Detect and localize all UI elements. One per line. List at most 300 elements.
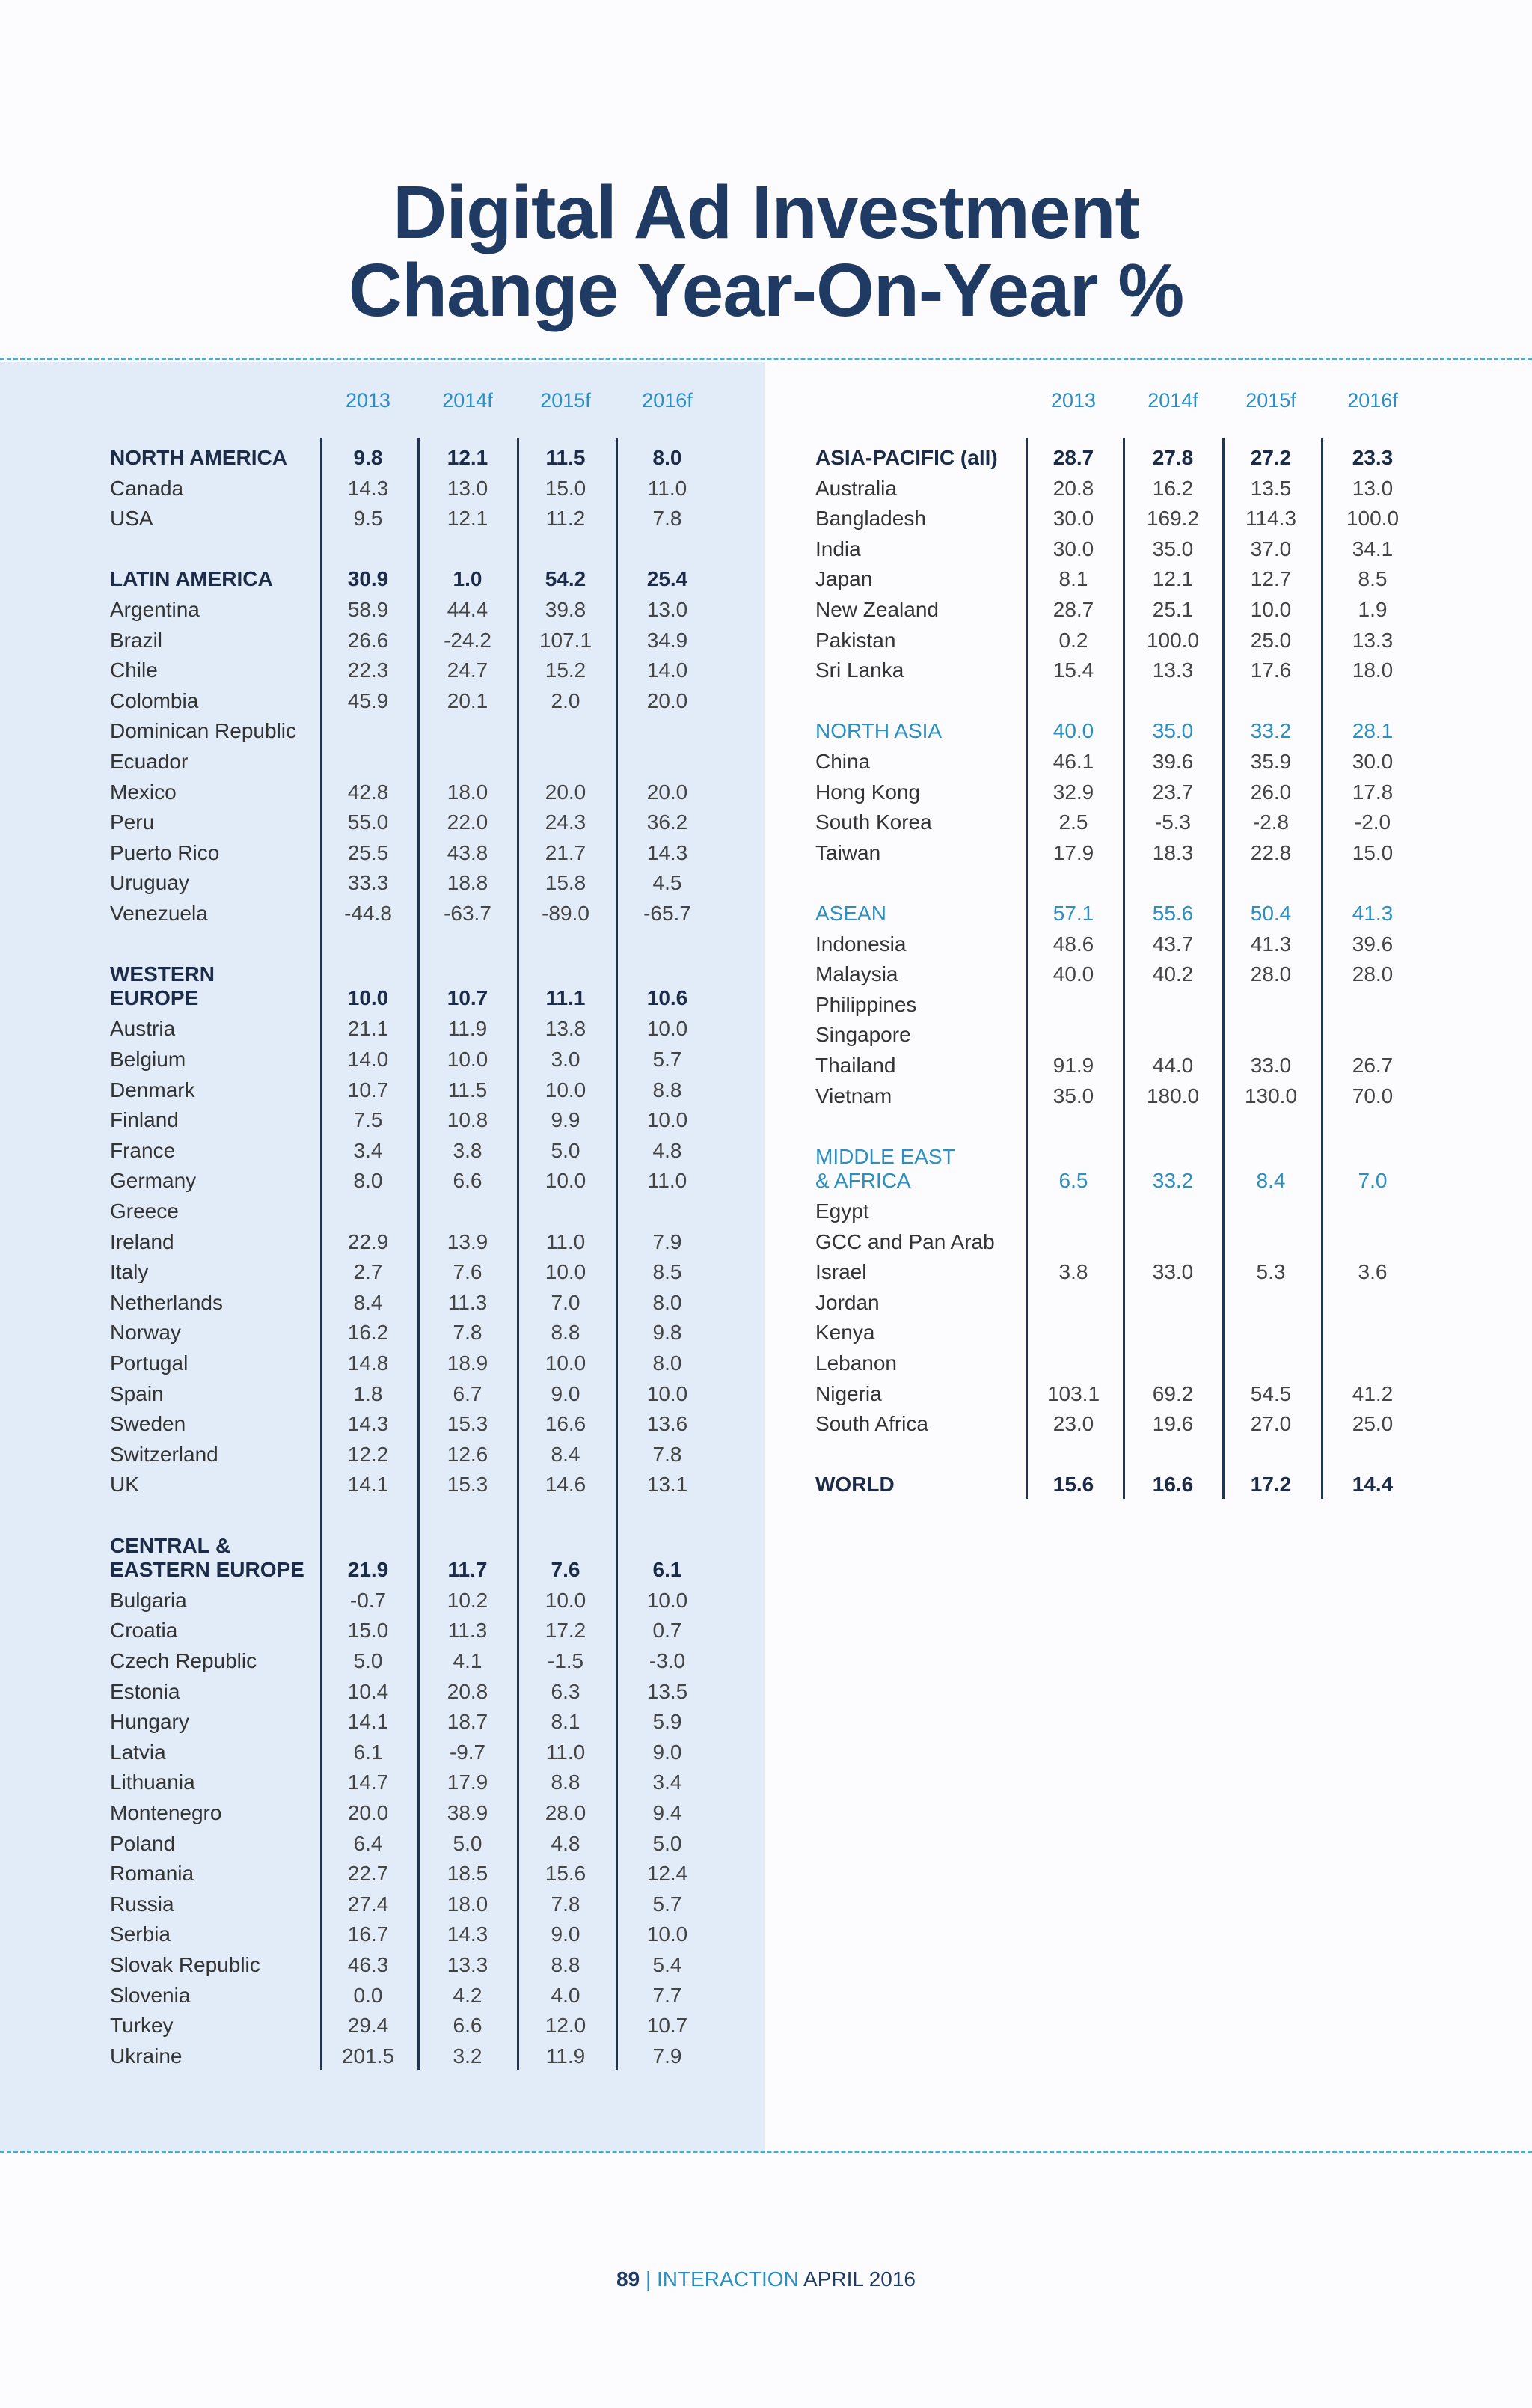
table-row — [110, 1288, 783, 1318]
table-row — [110, 626, 783, 656]
table-row — [815, 777, 1489, 807]
row-value: 13.0 — [1352, 476, 1394, 500]
row-value: 7.8 — [652, 507, 682, 531]
row-value: -2.8 — [1252, 810, 1290, 834]
row-value: 13.8 — [545, 1017, 586, 1041]
row-value: 46.1 — [1053, 750, 1094, 773]
row-label: Kenya — [815, 1321, 875, 1345]
row-value: -1.5 — [547, 1649, 584, 1672]
row-label: Indonesia — [815, 932, 907, 956]
row-label: Bulgaria — [110, 1588, 187, 1612]
row-value: 10.0 — [646, 1017, 688, 1041]
table-row — [815, 474, 1489, 504]
row-label: Estonia — [110, 1679, 180, 1703]
table-row — [815, 747, 1489, 777]
table-row — [110, 1950, 783, 1980]
row-value: 11.0 — [545, 1229, 586, 1253]
row-label: Philippines — [815, 992, 917, 1016]
row-value: 12.7 — [1250, 567, 1292, 591]
column-divider — [517, 438, 519, 2070]
row-value: 37.0 — [1250, 537, 1292, 560]
row-value: 8.1 — [1058, 567, 1088, 591]
row-value: 36.2 — [646, 810, 688, 834]
row-value: 9.0 — [551, 1922, 580, 1946]
table-row — [815, 1051, 1489, 1081]
row-value: 8.0 — [353, 1169, 383, 1193]
row-value: 27.2 — [1250, 446, 1292, 469]
row-value: 39.6 — [1352, 932, 1394, 956]
row-value: 26.7 — [1352, 1054, 1394, 1077]
row-label: Czech Republic — [110, 1649, 257, 1672]
row-value: 14.4 — [1352, 1473, 1394, 1497]
row-value: 15.6 — [545, 1862, 586, 1886]
row-value: 30.0 — [1053, 537, 1094, 560]
table-row — [815, 1257, 1489, 1287]
row-value: 34.9 — [646, 628, 688, 652]
row-value: 27.0 — [1250, 1412, 1292, 1436]
row-value: 15.4 — [1053, 658, 1094, 682]
row-label: South Africa — [815, 1412, 928, 1436]
row-value: 18.7 — [447, 1710, 488, 1734]
table-row — [110, 716, 783, 746]
row-label: Ecuador — [110, 750, 189, 773]
row-value: 25.5 — [347, 840, 389, 864]
table-row — [110, 595, 783, 625]
row-value: 201.5 — [341, 2044, 395, 2068]
row-value: 25.0 — [1352, 1412, 1394, 1436]
table-row — [110, 959, 783, 1013]
row-value: 17.2 — [545, 1619, 586, 1642]
row-value: 26.0 — [1250, 780, 1292, 804]
row-label: China — [815, 750, 871, 773]
row-label: Venezuela — [110, 902, 208, 925]
row-label: Italy — [110, 1260, 149, 1284]
row-value: 7.9 — [652, 2044, 682, 2068]
row-label: Denmark — [110, 1078, 195, 1101]
row-value: 57.1 — [1053, 902, 1094, 925]
row-value: 5.9 — [652, 1710, 682, 1734]
row-value: 10.7 — [447, 986, 488, 1010]
column-divider — [1123, 438, 1125, 1499]
row-value: 20.8 — [447, 1679, 488, 1703]
row-value: 8.8 — [551, 1953, 580, 1976]
table-row — [110, 1646, 783, 1676]
table-row — [815, 1197, 1489, 1226]
column-divider — [616, 438, 618, 2070]
issue-date: APRIL 2016 — [803, 2267, 916, 2291]
row-value: 8.4 — [1256, 1168, 1286, 1192]
table-row — [110, 1470, 783, 1500]
row-label: Australia — [815, 476, 897, 500]
row-value: 7.8 — [652, 1442, 682, 1466]
row-value: 22.8 — [1250, 840, 1292, 864]
table-row — [110, 899, 783, 929]
row-value: 33.3 — [347, 871, 389, 895]
row-value: 18.0 — [1352, 658, 1394, 682]
row-value: 7.0 — [1358, 1168, 1388, 1192]
row-value: 4.5 — [652, 871, 682, 895]
row-label: ASEAN — [815, 902, 886, 925]
table-row — [110, 474, 783, 504]
table-row — [110, 1616, 783, 1645]
row-value: 6.1 — [652, 1557, 682, 1581]
row-value: 23.7 — [1152, 780, 1194, 804]
row-value: 28.0 — [545, 1801, 586, 1824]
row-value: 100.0 — [1146, 628, 1200, 652]
row-value: -44.8 — [344, 902, 392, 925]
table-row — [110, 504, 783, 534]
row-value: 14.0 — [347, 1048, 389, 1071]
row-value: 10.4 — [347, 1679, 389, 1703]
row-value: 16.7 — [347, 1922, 389, 1946]
row-value: 55.0 — [347, 810, 389, 834]
row-value: 13.6 — [646, 1412, 688, 1436]
top-dashed-divider — [0, 358, 1532, 360]
table-row — [110, 1014, 783, 1044]
row-value: 17.2 — [1250, 1473, 1292, 1497]
row-value: 54.2 — [545, 567, 586, 591]
row-label: Sweden — [110, 1412, 186, 1436]
row-label: Russia — [110, 1892, 174, 1916]
row-label: Pakistan — [815, 628, 896, 652]
row-label: Egypt — [815, 1200, 869, 1223]
row-label: Spain — [110, 1381, 164, 1405]
row-label: Switzerland — [110, 1442, 218, 1466]
row-value: 11.9 — [447, 1017, 488, 1041]
row-value: 15.0 — [347, 1619, 389, 1642]
table-row — [110, 443, 783, 473]
row-label: Hungary — [110, 1710, 189, 1734]
row-value: 4.2 — [453, 1983, 482, 2007]
row-value: 13.3 — [447, 1953, 488, 1976]
row-value: 15.0 — [1352, 840, 1394, 864]
table-row — [815, 534, 1489, 564]
row-value: 16.2 — [1152, 476, 1194, 500]
table-row — [110, 1227, 783, 1257]
row-value: 42.8 — [347, 780, 389, 804]
row-value: 8.0 — [652, 1290, 682, 1314]
row-value: 11.0 — [647, 476, 687, 500]
row-value: 18.0 — [447, 1892, 488, 1916]
table-row — [815, 929, 1489, 959]
row-label: USA — [110, 507, 153, 531]
row-value: 23.3 — [1352, 446, 1394, 469]
row-value: 54.5 — [1250, 1381, 1292, 1405]
row-value: 9.5 — [353, 507, 383, 531]
row-value: 28.7 — [1053, 598, 1094, 621]
row-value: 91.9 — [1053, 1054, 1094, 1077]
column-divider — [1321, 438, 1323, 1499]
row-label: WESTERN EUROPE — [110, 962, 215, 1010]
row-label: South Korea — [815, 810, 932, 834]
row-label: Thailand — [815, 1054, 896, 1077]
table-row — [815, 959, 1489, 989]
column-header: 2015f — [540, 389, 591, 412]
table-row — [110, 777, 783, 807]
row-value: 20.1 — [447, 688, 488, 712]
table-row — [815, 716, 1489, 746]
row-label: Dominican Republic — [110, 719, 297, 743]
row-label: Belgium — [110, 1048, 186, 1071]
row-value: 33.0 — [1152, 1260, 1194, 1284]
row-value: 32.9 — [1053, 780, 1094, 804]
table-row — [110, 2011, 783, 2041]
row-value: 35.0 — [1053, 1084, 1094, 1107]
row-value: 15.8 — [545, 871, 586, 895]
row-value: 20.0 — [646, 780, 688, 804]
row-value: 58.9 — [347, 598, 389, 621]
column-header: 2015f — [1245, 389, 1296, 412]
row-value: 0.0 — [353, 1983, 383, 2007]
row-value: 30.0 — [1053, 507, 1094, 531]
row-label: Uruguay — [110, 871, 189, 895]
row-value: 130.0 — [1244, 1084, 1298, 1107]
row-value: 45.9 — [347, 688, 389, 712]
row-label: Norway — [110, 1321, 181, 1345]
column-divider — [417, 438, 420, 2070]
row-label: Bangladesh — [815, 507, 926, 531]
table-row — [815, 990, 1489, 1020]
row-value: 6.6 — [453, 2014, 482, 2038]
row-label: Malaysia — [815, 962, 898, 986]
row-value: -63.7 — [444, 902, 491, 925]
row-value: 9.4 — [652, 1801, 682, 1824]
row-label: Sri Lanka — [815, 658, 904, 682]
row-value: 9.8 — [652, 1321, 682, 1345]
row-value: 7.7 — [652, 1983, 682, 2007]
row-value: 10.0 — [646, 1922, 688, 1946]
row-value: 9.0 — [551, 1381, 580, 1405]
table-row — [815, 443, 1489, 473]
row-value: 3.8 — [1058, 1260, 1088, 1284]
row-value: 14.8 — [347, 1351, 389, 1375]
row-label: New Zealand — [815, 598, 939, 621]
table-row — [110, 1045, 783, 1075]
row-label: Chile — [110, 658, 158, 682]
row-value: 44.0 — [1152, 1054, 1194, 1077]
row-label: Finland — [110, 1108, 179, 1132]
row-label: MIDDLE EAST & AFRICA — [815, 1144, 955, 1192]
page-title — [0, 171, 1532, 332]
row-value: 6.3 — [551, 1679, 580, 1703]
table-row — [110, 1981, 783, 2011]
row-value: 4.1 — [453, 1649, 482, 1672]
table-row — [110, 564, 783, 594]
row-label: GCC and Pan Arab — [815, 1229, 995, 1253]
table-row — [815, 807, 1489, 837]
row-value: 4.8 — [652, 1138, 682, 1162]
row-value: 11.1 — [545, 986, 586, 1010]
row-value: 169.2 — [1146, 507, 1200, 531]
column-header: 2014f — [1148, 389, 1198, 412]
row-value: 10.0 — [1250, 598, 1292, 621]
row-label: Slovenia — [110, 1983, 191, 2007]
footer-separator: | — [645, 2267, 652, 2291]
row-value: 10.0 — [545, 1351, 586, 1375]
row-value: -9.7 — [449, 1740, 486, 1764]
row-value: 6.6 — [453, 1169, 482, 1193]
table-row — [110, 2041, 783, 2071]
row-value: 7.6 — [453, 1260, 482, 1284]
row-value: 40.0 — [1053, 719, 1094, 743]
row-value: 33.2 — [1152, 1168, 1194, 1192]
row-value: 2.5 — [1058, 810, 1088, 834]
row-value: -2.0 — [1354, 810, 1391, 834]
row-value: 33.0 — [1250, 1054, 1292, 1077]
row-value: 16.2 — [347, 1321, 389, 1345]
table-row — [110, 1440, 783, 1470]
table-row — [110, 747, 783, 777]
row-value: 20.8 — [1053, 476, 1094, 500]
row-value: 10.0 — [347, 986, 389, 1010]
row-value: -0.7 — [349, 1588, 387, 1612]
row-value: 13.1 — [646, 1473, 688, 1497]
table-row — [815, 838, 1489, 868]
row-value: 22.9 — [347, 1229, 389, 1253]
row-value: 11.5 — [545, 446, 586, 469]
table-row — [815, 595, 1489, 625]
row-value: 20.0 — [347, 1801, 389, 1824]
row-value: 100.0 — [1346, 507, 1400, 531]
row-value: 11.5 — [447, 1078, 488, 1101]
table-row — [110, 1348, 783, 1378]
row-value: 17.8 — [1352, 780, 1394, 804]
row-value: 5.3 — [1256, 1260, 1286, 1284]
row-value: 8.5 — [652, 1260, 682, 1284]
row-value: 17.6 — [1250, 658, 1292, 682]
row-label: Lebanon — [815, 1351, 898, 1375]
row-value: 5.7 — [652, 1048, 682, 1071]
row-value: 40.2 — [1152, 962, 1194, 986]
row-value: 11.2 — [545, 507, 586, 531]
table-row — [110, 1889, 783, 1919]
row-value: 35.0 — [1152, 719, 1194, 743]
row-value: 13.5 — [1250, 476, 1292, 500]
row-value: 11.3 — [447, 1619, 488, 1642]
row-value: 5.4 — [652, 1953, 682, 1976]
row-label: Brazil — [110, 628, 163, 652]
row-value: -65.7 — [643, 902, 691, 925]
row-value: 34.1 — [1352, 537, 1394, 560]
row-value: 14.6 — [545, 1473, 586, 1497]
row-value: -24.2 — [444, 628, 491, 652]
row-label: Poland — [110, 1831, 176, 1855]
row-value: 10.8 — [447, 1108, 488, 1132]
row-value: 13.3 — [1352, 628, 1394, 652]
title-line-2: Change Year-On-Year % — [348, 248, 1184, 332]
row-value: 8.5 — [1358, 567, 1388, 591]
row-value: 18.9 — [447, 1351, 488, 1375]
row-value: 15.3 — [447, 1473, 488, 1497]
row-value: 3.4 — [652, 1770, 682, 1794]
row-value: 18.5 — [447, 1862, 488, 1886]
row-value: 10.0 — [447, 1048, 488, 1071]
row-value: 10.7 — [347, 1078, 389, 1101]
row-value: 35.9 — [1250, 750, 1292, 773]
row-value: 3.6 — [1358, 1260, 1388, 1284]
row-value: 8.8 — [551, 1770, 580, 1794]
row-value: 46.3 — [347, 1953, 389, 1976]
table-row — [110, 1197, 783, 1226]
row-value: 5.0 — [353, 1649, 383, 1672]
table-row — [815, 1348, 1489, 1378]
table-row — [815, 1379, 1489, 1409]
row-value: 11.7 — [447, 1557, 488, 1581]
row-value: 18.3 — [1152, 840, 1194, 864]
row-label: Germany — [110, 1169, 197, 1193]
row-value: 9.8 — [353, 446, 383, 469]
row-label: Jordan — [815, 1290, 880, 1314]
row-value: 22.7 — [347, 1862, 389, 1886]
row-label: Portugal — [110, 1351, 189, 1375]
row-value: 14.1 — [347, 1473, 389, 1497]
row-value: 20.0 — [545, 780, 586, 804]
row-value: 39.8 — [545, 598, 586, 621]
row-value: 3.0 — [551, 1048, 580, 1071]
row-value: 7.6 — [551, 1557, 580, 1581]
row-value: 30.0 — [1352, 750, 1394, 773]
row-value: 8.4 — [551, 1442, 580, 1466]
column-header: 2013 — [1050, 389, 1097, 412]
row-value: 41.2 — [1352, 1381, 1394, 1405]
table-row — [110, 1707, 783, 1737]
row-label: Lithuania — [110, 1770, 195, 1794]
row-value: 21.1 — [347, 1017, 389, 1041]
row-value: 9.9 — [551, 1108, 580, 1132]
table-row — [110, 1859, 783, 1889]
row-label: Netherlands — [110, 1290, 223, 1314]
row-value: 12.4 — [646, 1862, 688, 1886]
row-value: 21.9 — [347, 1557, 389, 1581]
table-row — [110, 1531, 783, 1585]
row-value: 33.2 — [1250, 719, 1292, 743]
row-value: 8.0 — [652, 446, 682, 469]
row-value: 13.5 — [646, 1679, 688, 1703]
row-value: 13.3 — [1152, 658, 1194, 682]
table-row — [815, 1288, 1489, 1318]
row-label: Singapore — [815, 1023, 911, 1047]
table-row — [110, 1767, 783, 1797]
row-value: 48.6 — [1053, 932, 1094, 956]
table-row — [110, 1586, 783, 1616]
row-value: 28.1 — [1352, 719, 1394, 743]
row-value: 11.0 — [545, 1740, 586, 1764]
row-value: 15.3 — [447, 1412, 488, 1436]
row-value: 70.0 — [1352, 1084, 1394, 1107]
column-header: 2016f — [642, 389, 693, 412]
row-value: 12.1 — [447, 446, 488, 469]
table-row — [110, 1166, 783, 1196]
table-row — [110, 1136, 783, 1166]
row-value: 43.8 — [447, 840, 488, 864]
table-row — [110, 656, 783, 685]
row-label: Peru — [110, 810, 155, 834]
row-value: 22.0 — [447, 810, 488, 834]
table-row — [110, 1075, 783, 1105]
row-value: 5.0 — [652, 1831, 682, 1855]
row-value: 19.6 — [1152, 1412, 1194, 1436]
row-label: WORLD — [815, 1473, 895, 1497]
row-label: NORTH ASIA — [815, 719, 943, 743]
row-label: Mexico — [110, 780, 177, 804]
row-label: India — [815, 537, 861, 560]
row-value: 11.3 — [447, 1290, 488, 1314]
row-value: 13.9 — [447, 1229, 488, 1253]
row-value: -3.0 — [649, 1649, 686, 1672]
title-line-1: Digital Ad Investment — [393, 171, 1139, 254]
row-value: 7.8 — [551, 1892, 580, 1916]
column-header: 2014f — [442, 389, 493, 412]
